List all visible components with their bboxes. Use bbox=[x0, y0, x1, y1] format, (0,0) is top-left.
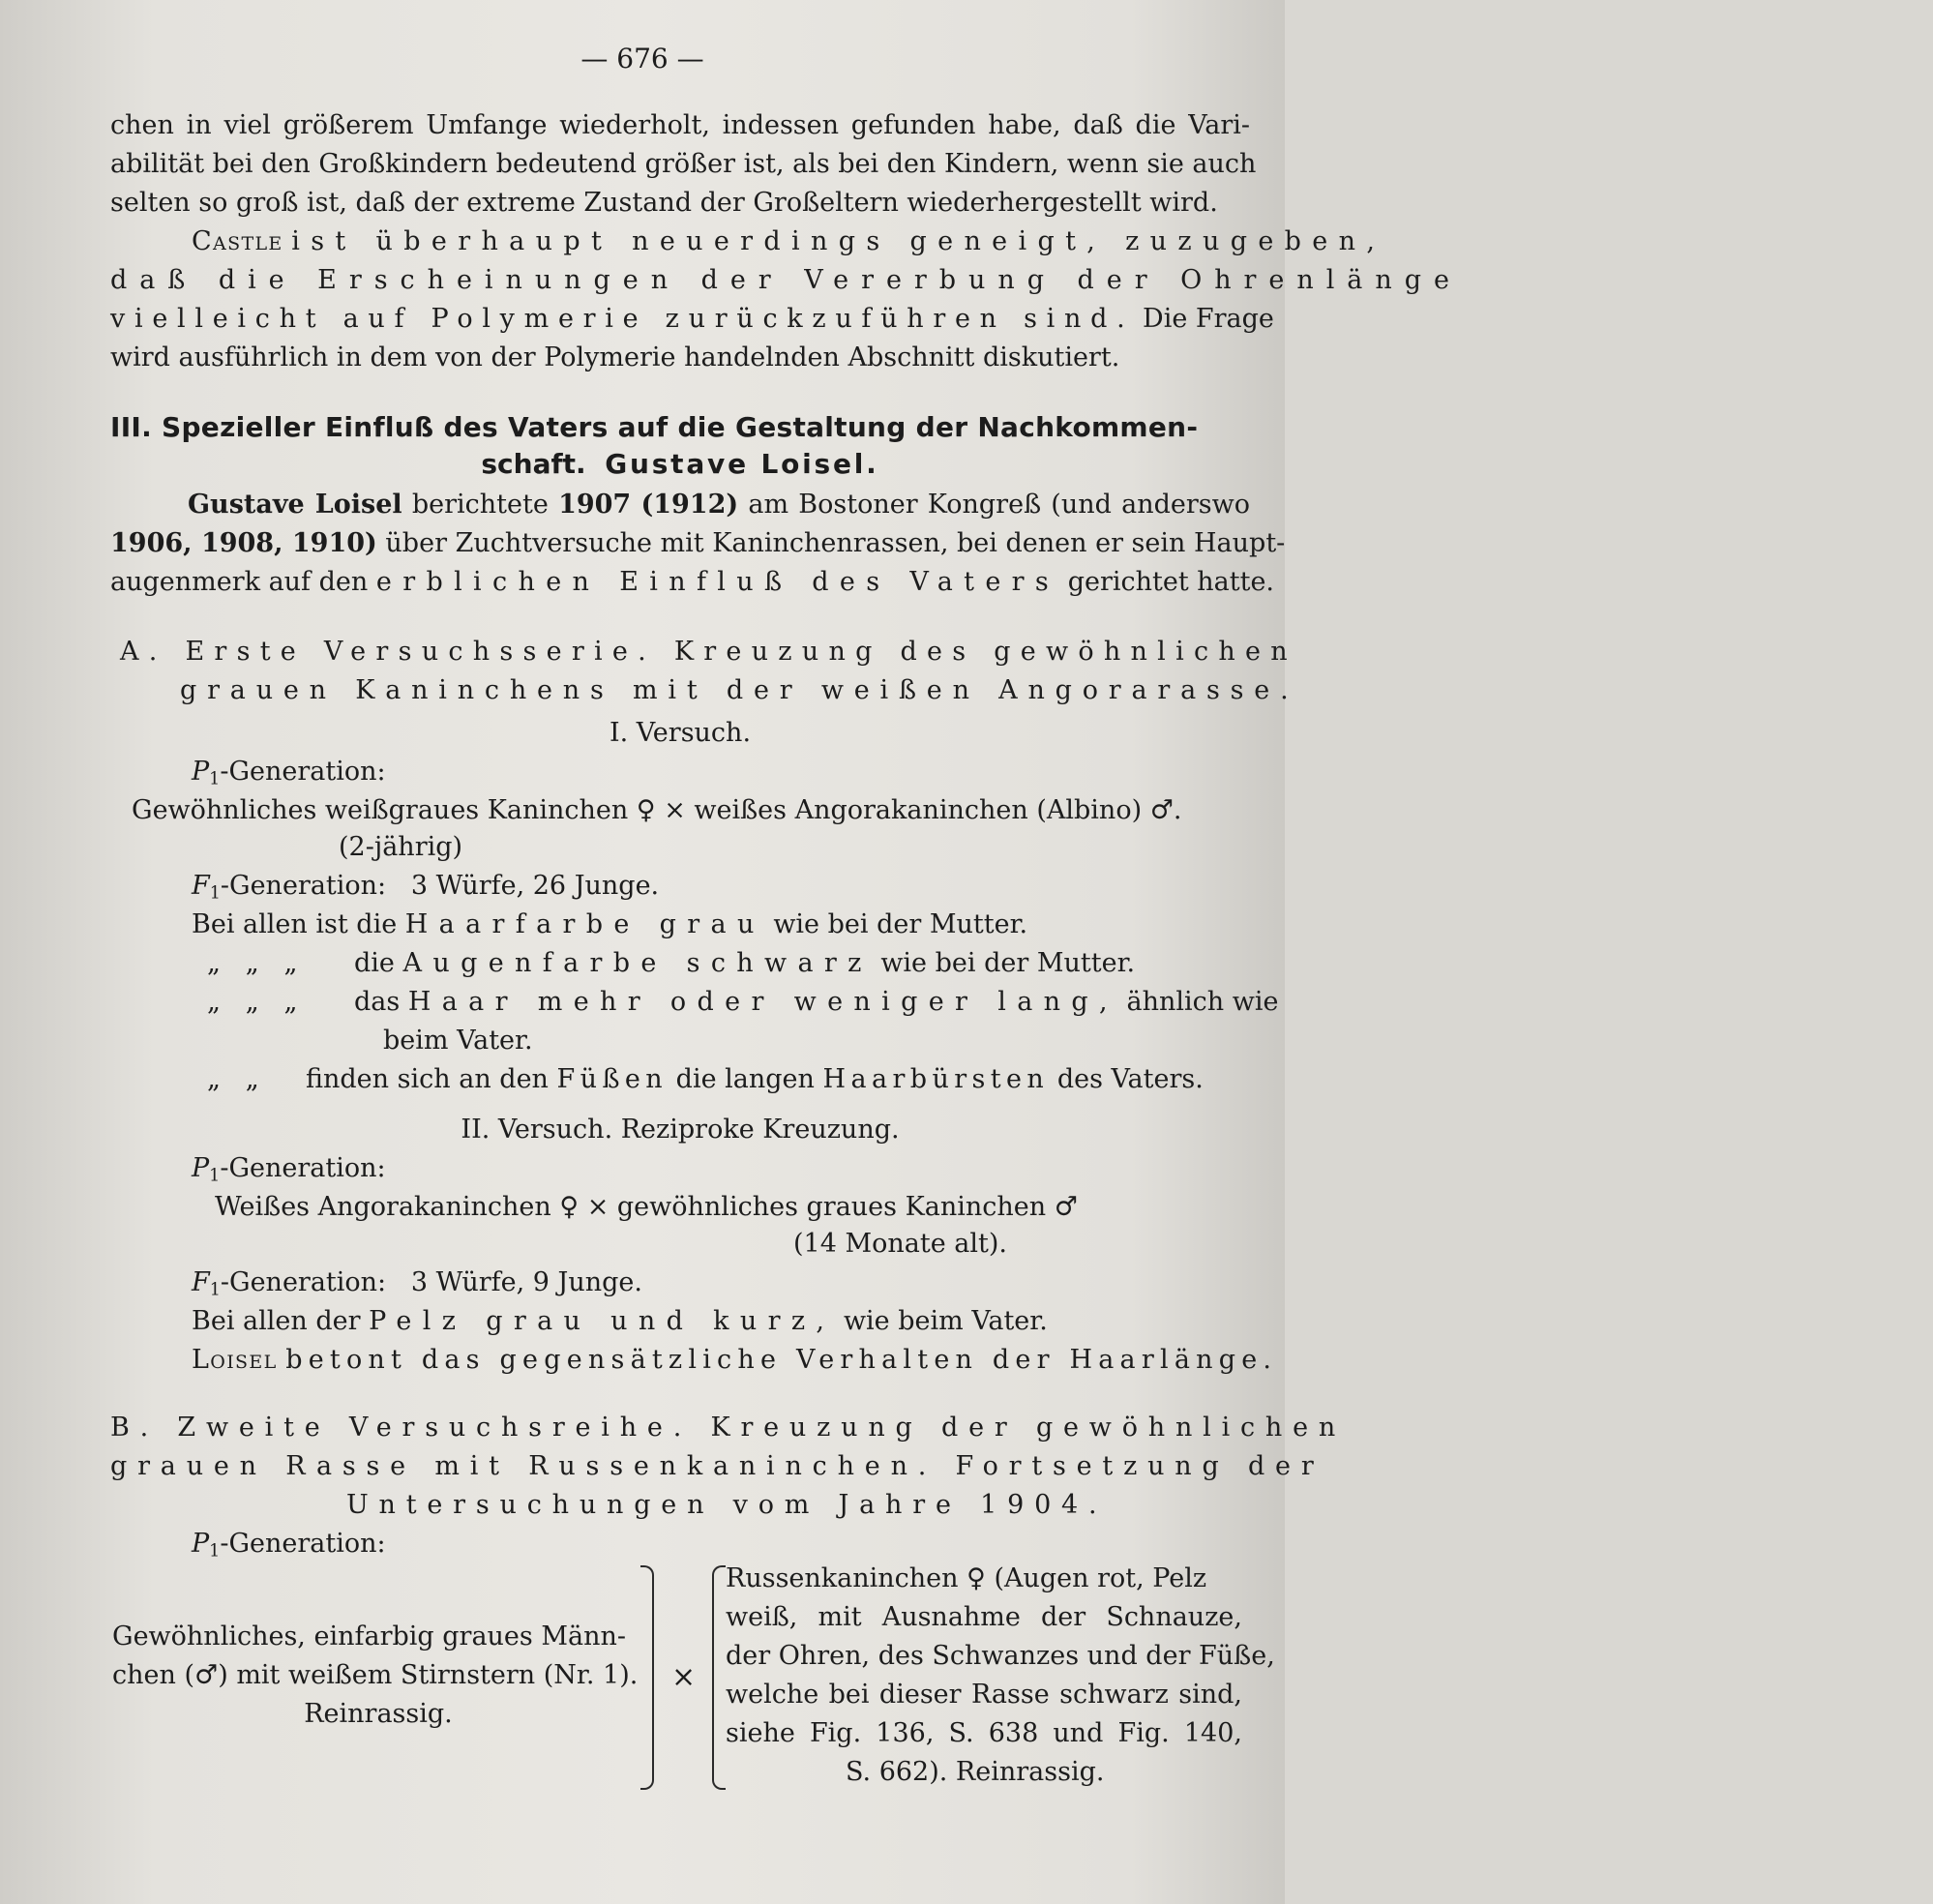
text-line: chen (♂) mit weißem Stirnstern (Nr. 1). bbox=[112, 1660, 639, 1690]
text-line: (14 Monate alt). bbox=[793, 1229, 1007, 1259]
text-line bbox=[110, 1343, 1331, 1378]
female-parent-description bbox=[726, 1560, 1275, 1792]
heading-part: schaft. bbox=[481, 448, 586, 480]
text-line bbox=[110, 1062, 1347, 1097]
text-span: -Generation: bbox=[220, 1529, 386, 1559]
spaced-text: vielleicht auf Polymerie zurückzuführen sind. bbox=[110, 304, 1135, 334]
subscript: 1 bbox=[209, 769, 221, 789]
text-line: welche bei dieser Rasse schwarz sind, bbox=[726, 1680, 1242, 1710]
generation-label bbox=[110, 869, 1331, 910]
p-symbol: P bbox=[192, 1153, 210, 1183]
spaced-text: Augenfarbe schwarz bbox=[402, 948, 873, 978]
text-line bbox=[110, 526, 1286, 561]
text-line bbox=[110, 907, 1331, 942]
text-span: wie bei der Mutter. bbox=[880, 948, 1136, 978]
generation-label bbox=[110, 1265, 1331, 1307]
author-name: Castle bbox=[192, 226, 283, 256]
series-title: Untersuchungen vom Jahre 1904. bbox=[346, 1490, 1108, 1520]
text-span: das bbox=[354, 987, 401, 1017]
text-line: abilität bei den Großkindern bedeutend größer ist, als bei den Kindern, wenn sie auch bbox=[110, 149, 1257, 179]
section-heading: III. Spezieller Einfluß des Vaters auf die Gestaltung der Nachkommen- bbox=[110, 411, 1199, 443]
year: (1912) bbox=[640, 490, 739, 520]
male-parent-description bbox=[112, 1618, 644, 1734]
text-line: daß die Erscheinungen der Vererbung der Ohrenlänge bbox=[110, 265, 1462, 295]
text-line: Russenkaninchen ♀ (Augen rot, Pelz bbox=[726, 1563, 1207, 1593]
spaced-text: erblichen Einfluß des Vaters bbox=[375, 567, 1060, 597]
generation-label bbox=[110, 755, 1331, 796]
spaced-text: Füßen bbox=[556, 1064, 669, 1094]
experiment-title: II. Versuch. Reziproke Kreuzung. bbox=[461, 1115, 900, 1145]
text-span: gerichtet hatte. bbox=[1067, 567, 1275, 597]
text-span: wie beim Vater. bbox=[843, 1306, 1048, 1336]
text-line bbox=[110, 946, 1347, 981]
right-brace bbox=[640, 1565, 654, 1790]
text-line: beim Vater. bbox=[383, 1026, 533, 1056]
years: 1906, 1908, 1910) bbox=[110, 528, 377, 558]
subscript: 1 bbox=[209, 1541, 221, 1562]
series-title: A. Erste Versuchsserie. Kreuzung des gewöhnlichen bbox=[120, 637, 1297, 667]
text-line bbox=[110, 302, 1274, 337]
text-span: am Bostoner Kongreß (und anderswo bbox=[748, 490, 1250, 520]
generation-label bbox=[110, 1151, 1331, 1193]
text-span: des Vaters. bbox=[1056, 1064, 1204, 1094]
text-line bbox=[110, 985, 1347, 1020]
text-span: die bbox=[354, 948, 395, 978]
text-span: -Generation: bbox=[220, 1153, 386, 1183]
text-line: siehe Fig. 136, S. 638 und Fig. 140, bbox=[726, 1718, 1242, 1748]
page-number: — 676 — bbox=[580, 43, 704, 74]
section-heading bbox=[110, 447, 1250, 482]
spaced-text: Haar mehr oder weniger lang, bbox=[407, 987, 1118, 1017]
subscript: 1 bbox=[209, 883, 221, 904]
p-symbol: P bbox=[192, 757, 210, 787]
text-line bbox=[110, 224, 1386, 259]
text-line bbox=[110, 1304, 1331, 1339]
text-span: -Generation: 3 Würfe, 9 Junge. bbox=[220, 1267, 642, 1297]
text-span: -Generation: 3 Würfe, 26 Junge. bbox=[220, 871, 660, 901]
text-span: Die Frage bbox=[1143, 304, 1274, 334]
text-span: ähnlich wie bbox=[1126, 987, 1279, 1017]
left-brace bbox=[712, 1565, 726, 1790]
text-span: augenmerk auf den bbox=[110, 567, 369, 597]
spaced-text: Haarbürsten bbox=[822, 1064, 1050, 1094]
series-title: grauen Rasse mit Russenkaninchen. Fortsetzung der bbox=[110, 1451, 1324, 1481]
text-line: wird ausführlich in dem von der Polymerie handelnden Abschnitt diskutiert. bbox=[110, 342, 1120, 372]
text-line: Reinrassig. bbox=[304, 1699, 453, 1729]
text-line: chen in viel größerem Umfange wiederholt, indessen gefunden habe, daß die Vari- bbox=[110, 110, 1250, 140]
text-line: Gewöhnliches weißgraues Kaninchen ♀ × weißes Angorakaninchen (Albino) ♂. bbox=[132, 795, 1182, 825]
spaced-text: betont das gegensätzliche Verhalten der Haarlänge. bbox=[285, 1345, 1278, 1375]
text-span: Bei allen der bbox=[192, 1306, 361, 1336]
text-line: S. 662). Reinrassig. bbox=[846, 1757, 1105, 1787]
cross-sign: × bbox=[671, 1660, 697, 1694]
text-line: der Ohren, des Schwanzes und der Füße, bbox=[726, 1641, 1275, 1671]
f-symbol: F bbox=[192, 1267, 210, 1297]
experiment-title: I. Versuch. bbox=[609, 718, 752, 748]
text-line bbox=[110, 565, 1275, 600]
p-symbol: P bbox=[192, 1529, 210, 1559]
text-line: Weißes Angorakaninchen ♀ × gewöhnliches graues Kaninchen ♂ bbox=[215, 1192, 1078, 1222]
text-line: Gewöhnliches, einfarbig graues Männ- bbox=[112, 1621, 626, 1651]
text-span: die langen bbox=[675, 1064, 815, 1094]
text-span: wie bei der Mutter. bbox=[773, 909, 1028, 939]
ditto-marks: „ „ „ bbox=[207, 948, 298, 978]
text-line: weiß, mit Ausnahme der Schnauze, bbox=[726, 1602, 1242, 1632]
text-span: finden sich an den bbox=[306, 1064, 549, 1094]
subscript: 1 bbox=[209, 1280, 221, 1300]
series-title: grauen Kaninchens mit der weißen Angorarasse. bbox=[180, 675, 1299, 705]
author-name: Gustave Loisel bbox=[188, 490, 402, 520]
series-title: B. Zweite Versuchsreihe. Kreuzung der gewöhnlichen bbox=[110, 1413, 1347, 1443]
ditto-marks: „ „ „ bbox=[207, 987, 298, 1017]
author-name: Loisel bbox=[192, 1345, 278, 1375]
text-span: Bei allen ist die bbox=[192, 909, 398, 939]
f-symbol: F bbox=[192, 871, 210, 901]
spaced-text: ist überhaupt neuerdings geneigt, zuzugeben, bbox=[291, 226, 1386, 256]
year: 1907 bbox=[558, 490, 632, 520]
text-span: berichtete bbox=[411, 490, 549, 520]
subscript: 1 bbox=[209, 1166, 221, 1186]
ditto-marks: „ „ bbox=[207, 1064, 259, 1094]
heading-author: Gustave Loisel. bbox=[605, 448, 879, 480]
spaced-text: Haarfarbe grau bbox=[404, 909, 765, 939]
spaced-text: Pelz grau und kurz, bbox=[369, 1306, 836, 1336]
text-line: (2-jährig) bbox=[339, 832, 463, 862]
text-line bbox=[110, 488, 1250, 522]
text-span: über Zuchtversuche mit Kaninchenrassen, bei denen er sein Haupt- bbox=[385, 528, 1286, 558]
text-span: -Generation: bbox=[220, 757, 386, 787]
text-line: selten so groß ist, daß der extreme Zustand der Großeltern wiederhergestellt wird. bbox=[110, 188, 1218, 218]
